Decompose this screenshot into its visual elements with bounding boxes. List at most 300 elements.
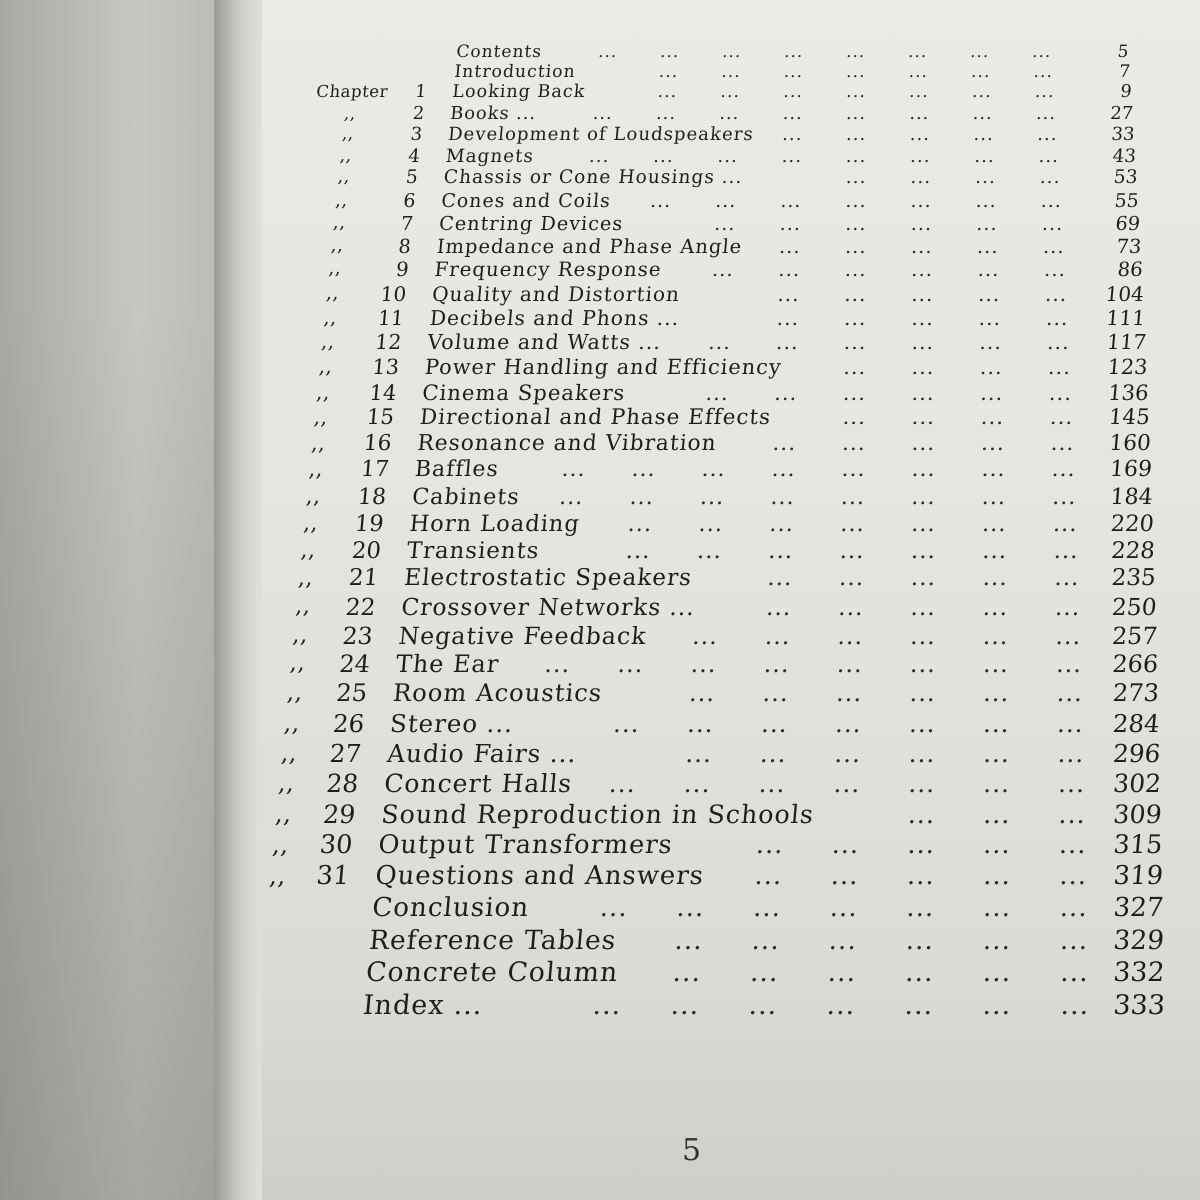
leader-dots: ... (1036, 124, 1059, 146)
leader-dots: ... (981, 510, 1009, 537)
leader-dots: ... (1053, 565, 1081, 592)
chapter-number: 8 (397, 235, 412, 258)
leader-dots: ... (982, 861, 1013, 892)
leader-dots: ... (844, 212, 868, 236)
leader-dots: ... (910, 212, 934, 236)
leader-dots: ... (982, 924, 1013, 956)
chapter-number: 27 (328, 738, 363, 768)
leader-dots: ... (982, 738, 1012, 768)
toc-entry-title: Transients (405, 537, 541, 564)
ditto-mark: ,, (343, 103, 357, 124)
chapter-number: 24 (338, 650, 372, 679)
toc-entry-title: Directional and Phase Effects (418, 405, 773, 431)
leader-dots: ... (844, 235, 869, 258)
leader-dots: ... (714, 189, 738, 212)
chapter-number: 30 (318, 829, 354, 860)
chapter-number: 14 (368, 379, 398, 405)
leader-dots: ... (675, 892, 707, 923)
leader-dots: ... (616, 650, 646, 679)
leader-dots: ... (979, 354, 1005, 379)
leader-dots: ... (842, 354, 868, 379)
leader-dots: ... (628, 483, 656, 510)
leader-dots: ... (906, 829, 937, 860)
leader-dots: ... (779, 212, 803, 236)
toc-entry-title: Sound Reproduction in Schools (380, 799, 816, 830)
toc-entry-title: Negative Feedback (397, 621, 648, 650)
leader-dots: ... (764, 621, 793, 650)
toc-page-number: 309 (1112, 799, 1164, 830)
leader-dots: ... (910, 330, 936, 355)
leader-dots: ... (978, 305, 1003, 330)
leader-dots: ... (769, 483, 797, 510)
leader-dots: ... (908, 708, 938, 738)
leader-dots: ... (598, 892, 630, 923)
leader-dots: ... (978, 330, 1004, 355)
leader-dots: ... (907, 42, 929, 62)
leader-dots: ... (747, 989, 780, 1021)
leader-dots: ... (980, 457, 1007, 483)
leader-dots: ... (910, 431, 937, 457)
toc-page-number: 332 (1112, 956, 1166, 988)
toc-entry-title: Electrostatic Speakers (403, 565, 694, 592)
toc-page-number: 104 (1104, 281, 1145, 306)
chapter-number: 2 (411, 103, 426, 125)
leader-dots: ... (910, 457, 937, 483)
leader-dots: ... (909, 167, 933, 189)
leader-dots: ... (1031, 42, 1053, 62)
toc-page-number: 315 (1112, 829, 1164, 860)
leader-dots: ... (1039, 167, 1062, 189)
toc-page-number: 7 (1118, 62, 1131, 82)
leader-dots: ... (910, 510, 938, 537)
leader-dots: ... (977, 258, 1001, 282)
leader-dots: ... (1048, 379, 1074, 405)
leader-dots: ... (835, 679, 864, 708)
leader-dots: ... (845, 62, 867, 82)
leader-dots: ... (827, 924, 859, 956)
leader-dots: ... (755, 829, 786, 860)
toc-page-number: 86 (1116, 258, 1144, 282)
leader-dots: ... (770, 457, 797, 483)
leader-dots: ... (1049, 405, 1075, 431)
leader-dots: ... (1042, 235, 1067, 258)
leader-dots: ... (1051, 483, 1078, 510)
leader-dots: ... (608, 768, 638, 798)
leader-dots: ... (981, 989, 1014, 1021)
leader-dots: ... (649, 189, 673, 212)
leader-dots: ... (767, 537, 795, 564)
leader-dots: ... (652, 145, 675, 167)
leader-dots: ... (1058, 829, 1089, 860)
leader-dots: ... (845, 124, 868, 146)
toc-page-number: 69 (1114, 212, 1142, 236)
leader-dots: ... (1056, 738, 1087, 768)
leader-dots: ... (766, 565, 794, 592)
toc-page-number: 333 (1112, 989, 1167, 1021)
leader-dots: ... (1054, 593, 1082, 622)
leader-dots: ... (976, 235, 1001, 258)
leader-dots: ... (910, 305, 936, 330)
leader-dots: ... (828, 892, 860, 923)
toc-page-number: 53 (1112, 167, 1139, 189)
toc-entry-title: Frequency Response (433, 258, 663, 282)
leader-dots: ... (558, 483, 585, 510)
leader-dots: ... (969, 42, 991, 62)
leader-dots: ... (1045, 305, 1070, 330)
leader-dots: ... (1047, 354, 1073, 379)
leader-dots: ... (975, 189, 999, 212)
leader-dots: ... (591, 989, 624, 1021)
leader-dots: ... (1055, 679, 1085, 708)
ditto-mark: ,, (283, 708, 302, 737)
leader-dots: ... (684, 738, 714, 768)
toc-entry-title: Volume and Watts ... (426, 330, 663, 355)
chapter-number: 21 (347, 565, 380, 592)
toc-entry-title: Questions and Answers (374, 861, 706, 892)
leader-dots: ... (1052, 510, 1080, 537)
leader-dots: ... (982, 679, 1011, 708)
leader-dots: ... (775, 330, 801, 355)
ditto-mark: ,, (291, 621, 310, 648)
leader-dots: ... (762, 650, 792, 679)
leader-dots: ... (1059, 989, 1092, 1021)
toc-entry-title: Conclusion (371, 892, 531, 923)
toc-entry-title: Introduction (453, 62, 577, 82)
leader-dots: ... (783, 42, 805, 62)
leader-dots: ... (771, 431, 798, 457)
toc-entry-title: Baffles (413, 457, 500, 483)
page-number: 5 (682, 1133, 702, 1168)
leader-dots: ... (974, 167, 998, 189)
toc-entry-title: Cabinets (411, 483, 521, 510)
leader-dots: ... (781, 145, 804, 167)
toc-page-number: 33 (1110, 124, 1136, 146)
chapter-number: 6 (402, 189, 417, 212)
leader-dots: ... (979, 405, 1006, 431)
toc-entry-title: Development of Loudspeakers (447, 124, 755, 146)
leader-dots: ... (840, 457, 867, 483)
leader-dots: ... (1059, 924, 1091, 956)
toc-page-number: 250 (1110, 593, 1158, 622)
leader-dots: ... (970, 62, 992, 82)
leader-dots: ... (982, 621, 1011, 650)
leader-dots: ... (909, 593, 938, 622)
chapter-number: 5 (404, 167, 419, 189)
ditto-mark: ,, (322, 305, 339, 329)
leader-dots: ... (903, 989, 936, 1021)
leader-dots: ... (843, 281, 868, 306)
toc-page-number: 184 (1109, 483, 1154, 510)
leader-dots: ... (845, 167, 868, 189)
chapter-number: 23 (341, 621, 374, 650)
toc-entry-title: Horn Loading (408, 510, 582, 537)
leader-dots: ... (982, 799, 1013, 830)
leader-dots: ... (904, 956, 936, 988)
ditto-mark: ,, (288, 650, 307, 677)
leader-dots: ... (1032, 62, 1055, 82)
leader-dots: ... (656, 82, 679, 103)
toc-page-number: 5 (1116, 42, 1130, 62)
toc-entry-title: Power Handling and Efficiency (423, 354, 783, 379)
ditto-mark: ,, (310, 431, 327, 456)
toc-entry-title: Stereo ... (388, 708, 515, 738)
leader-dots: ... (686, 708, 716, 738)
leader-dots: ... (832, 768, 863, 798)
chapter-number: 9 (395, 258, 410, 282)
leader-dots: ... (700, 457, 727, 483)
leader-dots: ... (707, 330, 733, 355)
ditto-mark: ,, (280, 738, 299, 767)
chapter-number: 28 (325, 768, 360, 798)
leader-dots: ... (749, 956, 781, 988)
leader-dots: ... (982, 708, 1012, 738)
leader-dots: ... (910, 235, 935, 258)
leader-dots: ... (908, 62, 930, 82)
leader-dots: ... (906, 861, 937, 892)
leader-dots: ... (981, 565, 1010, 592)
leader-dots: ... (711, 258, 736, 282)
toc-entry-title: Crossover Networks ... (400, 593, 697, 622)
leader-dots: ... (713, 212, 737, 236)
toc-entry-title: Centring Devices (438, 212, 625, 236)
ditto-mark: ,, (285, 679, 305, 707)
leader-dots: ... (659, 42, 681, 62)
leader-dots: ... (975, 212, 1000, 236)
leader-dots: ... (826, 956, 858, 988)
leader-dots: ... (1055, 650, 1084, 679)
leader-dots: ... (908, 679, 938, 708)
ditto-mark: ,, (320, 330, 336, 354)
leader-dots: ... (982, 650, 1011, 679)
chapter-label: Chapter (315, 82, 389, 102)
leader-dots: ... (908, 82, 930, 103)
leader-dots: ... (845, 103, 868, 125)
toc-page-number: 73 (1115, 235, 1143, 258)
leader-dots: ... (910, 405, 937, 431)
leader-dots: ... (624, 537, 653, 564)
ditto-mark: ,, (341, 124, 355, 145)
leader-dots: ... (689, 650, 719, 679)
leader-dots: ... (1044, 281, 1069, 306)
chapter-number: 13 (371, 354, 401, 379)
toc-entry-title: Cinema Speakers (421, 379, 627, 405)
ditto-mark: ,, (315, 379, 332, 404)
ditto-mark: ,, (339, 145, 353, 166)
leader-dots: ... (704, 379, 731, 405)
leader-dots: ... (845, 145, 868, 167)
toc-page-number: 145 (1107, 405, 1151, 431)
leader-dots: ... (658, 62, 680, 82)
ditto-mark: ,, (327, 258, 343, 280)
leader-dots: ... (1052, 537, 1081, 564)
leader-dots: ... (836, 650, 865, 679)
leader-dots: ... (720, 62, 742, 82)
leader-dots: ... (834, 708, 864, 738)
leader-dots: ... (1050, 457, 1077, 483)
chapter-number: 4 (407, 145, 421, 167)
leader-dots: ... (718, 103, 741, 125)
leader-dots: ... (760, 708, 790, 738)
leader-dots: ... (1040, 189, 1064, 212)
leader-dots: ... (1034, 82, 1056, 103)
chapter-number: 18 (356, 483, 388, 510)
leader-dots: ... (1049, 431, 1076, 457)
leader-dots: ... (1057, 799, 1088, 830)
ditto-mark: ,, (302, 510, 320, 536)
leader-dots: ... (908, 738, 938, 768)
leader-dots: ... (655, 103, 678, 125)
toc-entry-title: Concert Halls (383, 768, 574, 798)
toc-page-number: 111 (1105, 305, 1147, 330)
leader-dots: ... (845, 42, 867, 62)
ditto-mark: ,, (268, 861, 288, 891)
leader-dots: ... (781, 124, 804, 146)
leader-dots: ... (612, 708, 642, 738)
toc-entry-title: Audio Fairs ... (386, 738, 579, 768)
leader-dots: ... (977, 281, 1002, 306)
leader-dots: ... (682, 768, 713, 798)
toc-page-number: 284 (1111, 708, 1161, 738)
leader-dots: ... (981, 956, 1014, 988)
chapter-number: 26 (331, 708, 366, 738)
leader-dots: ... (973, 145, 997, 167)
leader-dots: ... (905, 892, 937, 923)
leader-dots: ... (673, 924, 705, 956)
toc-entry-title: Concrete Column (364, 956, 620, 988)
leader-dots: ... (588, 145, 611, 167)
leader-dots: ... (1056, 708, 1086, 738)
leader-dots: ... (972, 124, 996, 146)
leader-dots: ... (907, 799, 937, 830)
leader-dots: ... (752, 892, 783, 923)
leader-dots: ... (630, 457, 657, 483)
toc-page-number: 266 (1111, 650, 1160, 679)
leader-dots: ... (841, 431, 868, 457)
leader-dots: ... (719, 82, 742, 103)
leader-dots: ... (981, 483, 1008, 510)
toc-entry-title: Chassis or Cone Housings ... (442, 167, 744, 189)
leader-dots: ... (1043, 258, 1068, 282)
toc-page-number: 302 (1112, 768, 1163, 798)
leader-dots: ... (759, 738, 789, 768)
toc-page-number: 136 (1107, 379, 1150, 405)
toc-entry-title: Books ... (449, 103, 538, 125)
leader-dots: ... (543, 650, 572, 679)
chapter-number: 29 (321, 799, 357, 830)
leader-dots: ... (839, 510, 867, 537)
leader-dots: ... (904, 924, 936, 956)
toc-page-number: 160 (1108, 431, 1152, 457)
leader-dots: ... (972, 103, 994, 125)
chapter-number: 11 (376, 305, 405, 330)
toc-entry-title: Resonance and Vibration (416, 431, 718, 457)
leader-dots: ... (592, 103, 614, 125)
chapter-number: 10 (379, 281, 408, 306)
ditto-mark: ,, (334, 189, 349, 211)
leader-dots: ... (910, 565, 938, 592)
chapter-number: 16 (362, 431, 393, 457)
leader-dots: ... (597, 42, 619, 62)
leader-dots: ... (825, 989, 858, 1021)
leader-dots: ... (1058, 861, 1089, 892)
chapter-number: 17 (359, 457, 390, 483)
leader-dots: ... (843, 330, 868, 355)
leader-dots: ... (699, 483, 726, 510)
toc-page-number: 43 (1111, 145, 1137, 167)
leader-dots: ... (753, 861, 784, 892)
ditto-mark: ,, (271, 829, 291, 859)
toc-entry-title: The Ear (394, 650, 501, 679)
toc-page-number: 55 (1113, 189, 1140, 212)
toc-entry-title: Quality and Distortion (431, 281, 682, 306)
leader-dots: ... (669, 989, 702, 1021)
leader-dots: ... (840, 483, 867, 510)
ditto-mark: ,, (325, 281, 341, 304)
ditto-mark: ,, (305, 483, 322, 509)
leader-dots: ... (908, 103, 931, 125)
ditto-mark: ,, (312, 405, 330, 430)
toc-entry-title: Impedance and Phase Angle (435, 235, 744, 258)
ditto-mark: ,, (318, 354, 334, 378)
chapter-number: 25 (335, 679, 369, 708)
leader-dots: ... (1058, 892, 1090, 923)
toc-entry-title: Reference Tables (367, 924, 618, 956)
leader-dots: ... (910, 537, 938, 564)
leader-dots: ... (833, 738, 863, 768)
toc-entry-title: Magnets (445, 145, 535, 167)
leader-dots: ... (761, 679, 791, 708)
toc-page-number: 257 (1110, 621, 1159, 650)
leader-dots: ... (838, 537, 867, 564)
leader-dots: ... (768, 510, 796, 537)
leader-dots: ... (971, 82, 993, 103)
leader-dots: ... (909, 145, 932, 167)
leader-dots: ... (980, 431, 1007, 457)
leader-dots: ... (782, 103, 804, 125)
leader-dots: ... (910, 189, 933, 212)
toc-page-number: 9 (1119, 82, 1133, 103)
leader-dots: ... (783, 62, 805, 82)
leader-dots: ... (1046, 330, 1072, 355)
chapter-number: 22 (344, 593, 377, 622)
leader-dots: ... (716, 145, 740, 167)
leader-dots: ... (910, 258, 935, 282)
toc-page-number: 169 (1108, 457, 1153, 483)
leader-dots: ... (776, 305, 801, 330)
leader-dots: ... (697, 510, 725, 537)
toc-entry-title: Looking Back (451, 82, 587, 103)
leader-dots: ... (830, 829, 861, 860)
leader-dots: ... (778, 235, 803, 258)
page-shadow (0, 300, 250, 1200)
chapter-number: 15 (365, 405, 396, 431)
toc-page-number: 27 (1109, 103, 1134, 125)
leader-dots: ... (829, 861, 861, 892)
toc-page-number: 329 (1112, 924, 1166, 956)
leader-dots: ... (626, 510, 654, 537)
toc-page-number: 235 (1110, 565, 1157, 592)
leader-dots: ... (844, 189, 868, 212)
chapter-number: 1 (414, 82, 428, 103)
leader-dots: ... (1057, 768, 1087, 798)
chapter-number: 31 (315, 861, 351, 892)
toc-entry-title: Room Acoustics (391, 679, 604, 708)
chapter-number: 12 (374, 330, 403, 355)
chapter-number: 3 (409, 124, 423, 146)
leader-dots: ... (909, 124, 932, 146)
ditto-mark: ,, (274, 799, 294, 829)
leader-dots: ... (844, 258, 869, 282)
